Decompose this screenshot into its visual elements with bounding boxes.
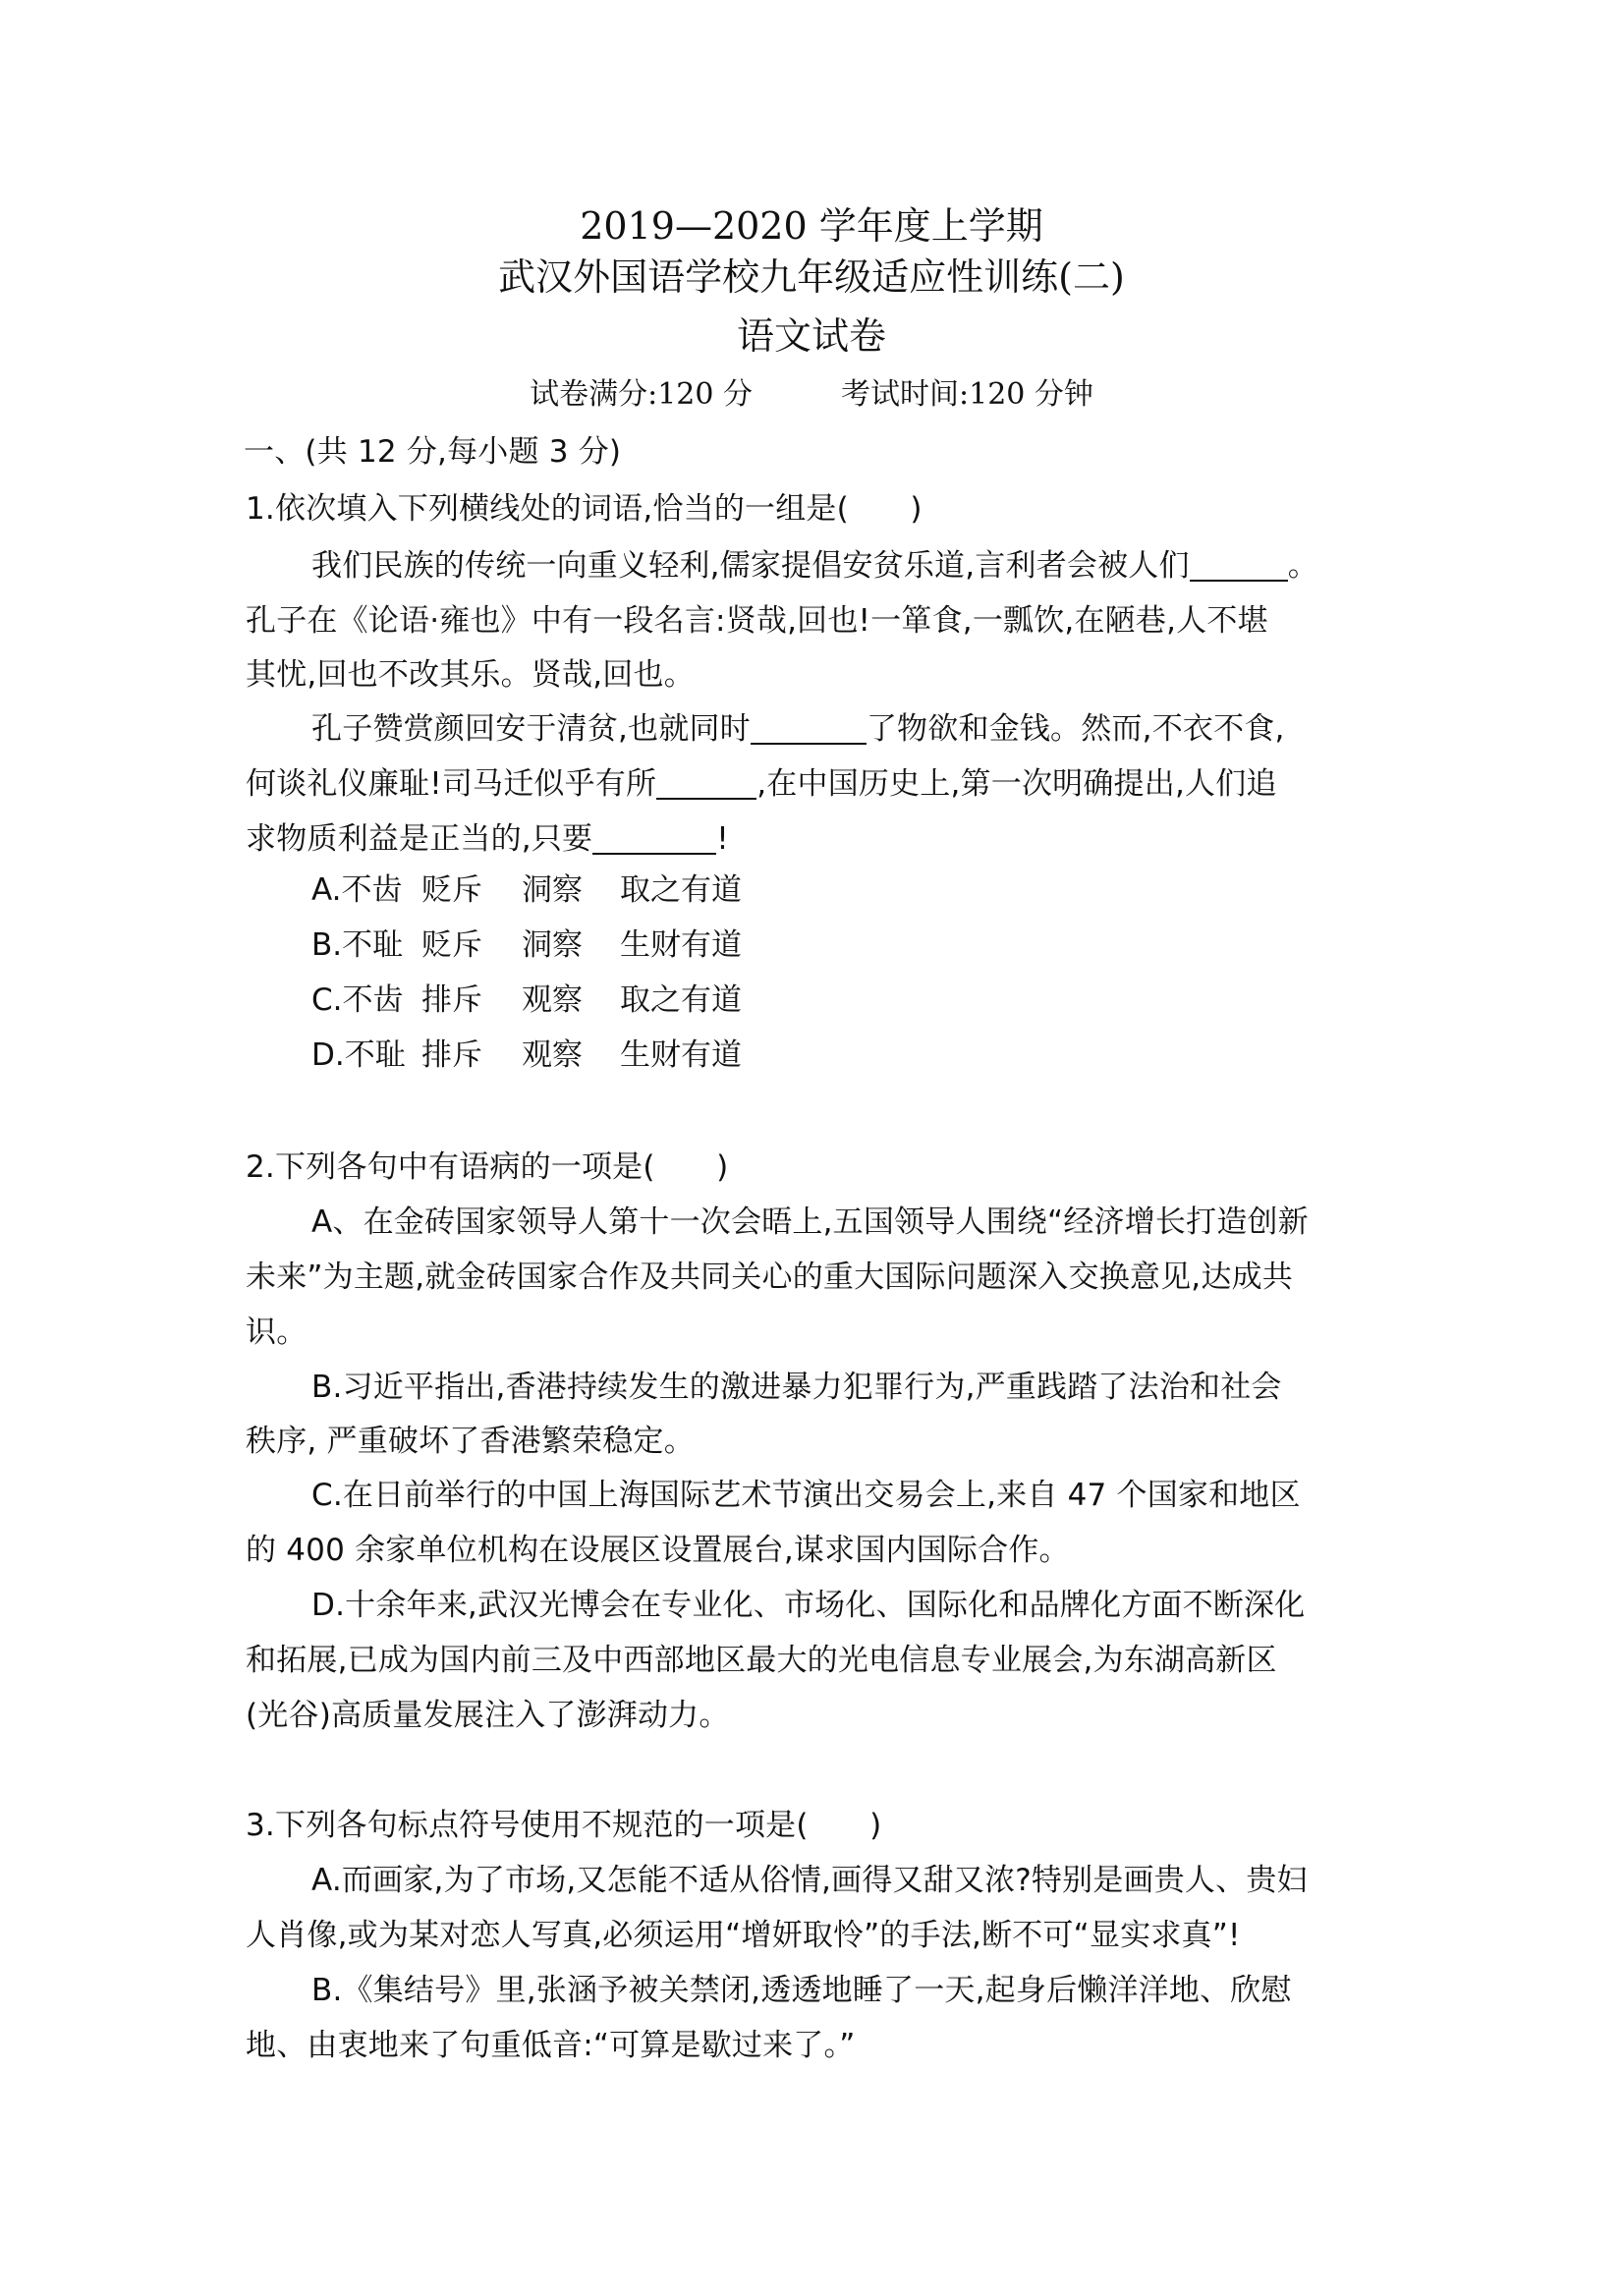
q1-passage-line: 何谈礼仪廉耻!司马迁似乎有所 ,在中国历史上,第一次明确提出,人们追 [246,766,1277,802]
exam-time: 考试时间:120 分钟 [841,377,1093,412]
answer-blank-2 [751,713,867,745]
subject-title: 语文试卷 [736,314,886,358]
q2-option-d-line: (光谷)高质量发展注入了澎湃动力。 [246,1698,730,1733]
q1-option-b: B.不耻 贬斥 洞察 生财有道 [311,927,742,963]
q3-option-b-line: 地、由衷地来了句重低音:“可算是歇过来了。” [246,2028,856,2063]
full-score: 试卷满分:120 分 [530,377,753,412]
q3-option-b-line: B.《集结号》里,张涵予被关禁闭,透透地睡了一天,起身后懒洋洋地、欣慰 [311,1973,1292,2008]
q2-option-a-line: 未来”为主题,就金砖国家合作及共同关心的重大国际问题深入交换意见,达成共 [246,1260,1293,1295]
q1-option-a: A.不齿 贬斥 洞察 取之有道 [311,872,742,908]
section-heading: 一、(共 12 分,每小题 3 分) [244,434,622,470]
q1-option-c: C.不齿 排斥 观察 取之有道 [311,982,742,1018]
q2-option-c-line: 的 400 余家单位机构在设展区设置展台,谋求国内国际合作。 [246,1533,1070,1568]
q1-passage-line: 我们民族的传统一向重义轻利,儒家提倡安贫乐道,言利者会被人们 。 [311,548,1318,584]
q3-option-a-line: 人肖像,或为某对恋人写真,必须运用“增妍取怜”的手法,断不可“显实求真”! [246,1918,1241,1953]
q2-option-b-line: B.习近平指出,香港持续发生的激进暴力犯罪行为,严重践踏了法治和社会 [311,1370,1282,1405]
q1-passage-line: 孔子在《论语·雍也》中有一段名言:贤哉,回也!一箪食,一瓢饮,在陋巷,人不堪 [246,603,1268,639]
question-3-stem: 3.下列各句标点符号使用不规范的一项是( ) [246,1808,882,1843]
q2-option-d-line: D.十余年来,武汉光博会在专业化、市场化、国际化和品牌化方面不断深化 [311,1588,1306,1623]
q1-option-d: D.不耻 排斥 观察 生财有道 [311,1037,742,1073]
question-1-stem: 1.依次填入下列横线处的词语,恰当的一组是( ) [246,491,923,527]
answer-blank-4 [592,823,716,855]
q2-option-c-line: C.在日前举行的中国上海国际艺术节演出交易会上,来自 47 个国家和地区 [311,1478,1301,1513]
exam-title: 武汉外国语学校九年级适应性训练(二) [498,255,1125,299]
q3-option-a-line: A.而画家,为了市场,又怎能不适从俗情,画得又甜又浓?特别是画贵人、贵妇 [311,1863,1308,1898]
q1-passage-line: 求物质利益是正当的,只要 ! [246,821,729,857]
school-year-title: 2019—2020 学年度上学期 [580,204,1043,248]
q2-option-a-line: A、在金砖国家领导人第十一次会晤上,五国领导人围绕“经济增长打造创新 [311,1204,1309,1240]
q2-option-a-line: 识。 [246,1315,308,1350]
exam-info [0,375,1623,415]
question-2-stem: 2.下列各句中有语病的一项是( ) [246,1149,729,1185]
q2-option-b-line: 秩序, 严重破坏了香港繁荣稳定。 [246,1424,695,1459]
answer-blank-1 [1190,550,1288,582]
q2-option-d-line: 和拓展,已成为国内前三及中西部地区最大的光电信息专业展会,为东湖高新区 [246,1643,1277,1678]
q1-passage-line: 其忧,回也不改其乐。贤哉,回也。 [246,657,695,693]
answer-blank-3 [656,768,756,800]
q1-passage-line: 孔子赞赏颜回安于清贫,也就同时 了物欲和金钱。然而,不衣不食, [311,711,1285,747]
